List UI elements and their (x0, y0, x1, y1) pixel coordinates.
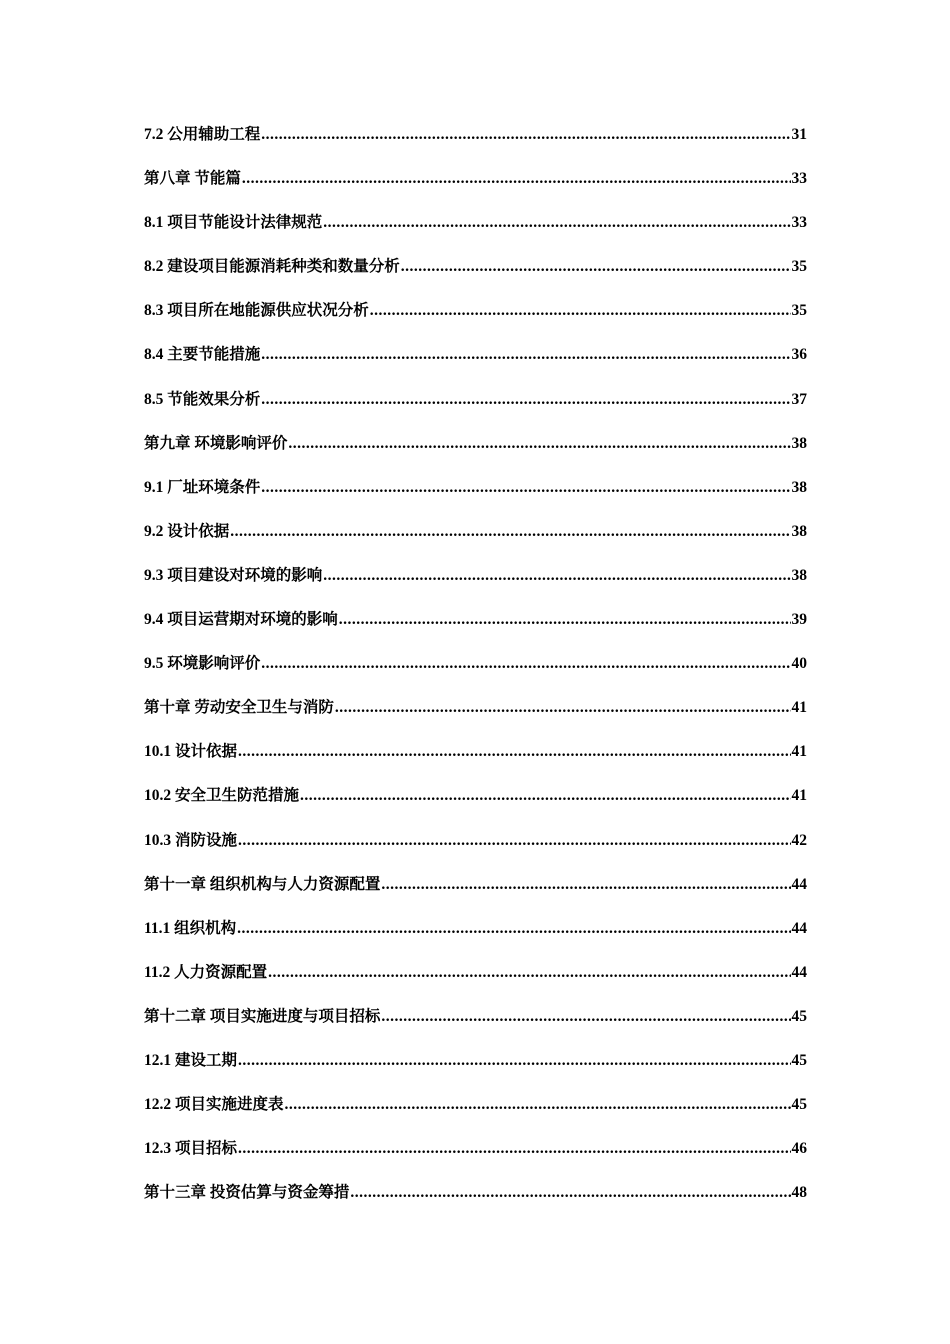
toc-entry[interactable] (144, 519, 807, 563)
toc-entry[interactable] (144, 475, 807, 519)
toc-entry[interactable] (144, 387, 807, 431)
toc-page-number: 37 (791, 390, 807, 408)
toc-entry-label: 第十一章 组织机构与人力资源配置 (144, 875, 381, 893)
toc-page-number: 41 (791, 787, 807, 805)
toc-page-number: 46 (791, 1140, 807, 1158)
toc-dot-leader (237, 920, 790, 938)
toc-entry[interactable] (144, 122, 807, 166)
toc-entry-label: 8.5 节能效果分析 (144, 390, 261, 408)
toc-entry[interactable] (144, 254, 807, 298)
toc-entry[interactable] (144, 1092, 807, 1136)
toc-page-number: 35 (791, 258, 807, 276)
toc-dot-leader (238, 1140, 790, 1158)
toc-entry[interactable] (144, 916, 807, 960)
toc-entry-label: 12.1 建设工期 (144, 1051, 238, 1069)
toc-entry-label: 8.1 项目节能设计法律规范 (144, 214, 323, 232)
toc-entry-label: 10.2 安全卫生防范措施 (144, 787, 300, 805)
toc-entry-label: 9.2 设计依据 (144, 522, 230, 540)
toc-page-number: 44 (791, 875, 807, 893)
toc-page-number: 38 (791, 478, 807, 496)
toc-entry[interactable] (144, 783, 807, 827)
toc-page-number: 45 (791, 1096, 807, 1114)
toc-entry-label: 8.3 项目所在地能源供应状况分析 (144, 302, 369, 320)
toc-page-number: 44 (791, 919, 807, 937)
toc-dot-leader (230, 523, 790, 541)
toc-page-number: 41 (791, 743, 807, 761)
toc-dot-leader (238, 743, 790, 761)
toc-chapter-entry[interactable] (144, 431, 807, 475)
table-of-contents (144, 122, 807, 1224)
toc-chapter-entry[interactable] (144, 1180, 807, 1224)
toc-entry[interactable] (144, 563, 807, 607)
toc-entry[interactable] (144, 1136, 807, 1180)
toc-dot-leader (242, 170, 791, 188)
toc-entry-label: 10.3 消防设施 (144, 831, 238, 849)
toc-chapter-entry[interactable] (144, 1004, 807, 1048)
toc-entry-label: 9.1 厂址环境条件 (144, 478, 261, 496)
toc-page-number: 39 (791, 611, 807, 629)
toc-page-number: 48 (791, 1184, 807, 1202)
toc-entry-label: 12.3 项目招标 (144, 1140, 238, 1158)
toc-page-number: 45 (791, 1007, 807, 1025)
toc-entry-label: 第十章 劳动安全卫生与消防 (144, 699, 334, 717)
toc-page-number: 38 (791, 566, 807, 584)
toc-entry[interactable] (144, 1048, 807, 1092)
toc-entry-label: 8.2 建设项目能源消耗种类和数量分析 (144, 258, 400, 276)
toc-dot-leader (261, 126, 790, 144)
toc-entry-label: 7.2 公用辅助工程 (144, 126, 261, 143)
toc-dot-leader (335, 699, 791, 717)
toc-dot-leader (381, 1008, 790, 1026)
toc-entry[interactable] (144, 739, 807, 783)
toc-entry-label: 第八章 节能篇 (144, 170, 241, 188)
toc-dot-leader (261, 655, 790, 673)
toc-entry-label: 11.1 组织机构 (144, 919, 237, 937)
toc-chapter-entry[interactable] (144, 166, 807, 210)
toc-page-number: 36 (791, 346, 807, 364)
toc-dot-leader (323, 214, 790, 232)
toc-dot-leader (238, 1052, 790, 1070)
toc-page-number: 40 (791, 655, 807, 673)
toc-dot-leader (401, 258, 791, 276)
toc-page-number: 44 (791, 963, 807, 981)
toc-dot-leader (261, 346, 790, 364)
toc-page-number: 35 (791, 302, 807, 320)
toc-dot-leader (339, 611, 791, 629)
toc-entry[interactable] (144, 210, 807, 254)
toc-dot-leader (285, 1096, 791, 1114)
toc-dot-leader (261, 479, 790, 497)
toc-dot-leader (261, 391, 790, 409)
toc-entry-label: 12.2 项目实施进度表 (144, 1096, 284, 1114)
toc-entry[interactable] (144, 651, 807, 695)
toc-dot-leader (300, 787, 790, 805)
toc-page-number: 41 (791, 699, 807, 717)
toc-entry[interactable] (144, 607, 807, 651)
toc-dot-leader (323, 567, 790, 585)
toc-page-number: 45 (791, 1051, 807, 1069)
toc-entry-label: 第九章 环境影响评价 (144, 434, 288, 452)
toc-page-number: 42 (791, 831, 807, 849)
toc-entry[interactable] (144, 960, 807, 1004)
toc-entry[interactable] (144, 342, 807, 386)
toc-entry-label: 10.1 设计依据 (144, 743, 238, 761)
toc-entry-label: 9.5 环境影响评价 (144, 655, 261, 673)
toc-entry[interactable] (144, 298, 807, 342)
toc-entry[interactable] (144, 828, 807, 872)
toc-dot-leader (370, 302, 791, 320)
toc-dot-leader (238, 832, 790, 850)
toc-dot-leader (268, 964, 790, 982)
toc-entry-label: 9.3 项目建设对环境的影响 (144, 566, 323, 584)
toc-entry-label: 8.4 主要节能措施 (144, 346, 261, 364)
toc-entry-label: 第十二章 项目实施进度与项目招标 (144, 1007, 381, 1025)
toc-entry-label: 11.2 人力资源配置 (144, 963, 268, 981)
toc-chapter-entry[interactable] (144, 872, 807, 916)
toc-page-number: 38 (791, 434, 807, 452)
toc-entry-label: 第十三章 投资估算与资金筹措 (144, 1184, 350, 1202)
toc-dot-leader (381, 876, 790, 894)
toc-page-number: 38 (791, 522, 807, 540)
toc-dot-leader (350, 1184, 790, 1202)
toc-chapter-entry[interactable] (144, 695, 807, 739)
toc-page-number: 31 (791, 126, 807, 143)
toc-entry-label: 9.4 项目运营期对环境的影响 (144, 611, 338, 629)
toc-dot-leader (288, 435, 790, 453)
toc-page-number: 33 (791, 170, 807, 188)
toc-page-number: 33 (791, 214, 807, 232)
